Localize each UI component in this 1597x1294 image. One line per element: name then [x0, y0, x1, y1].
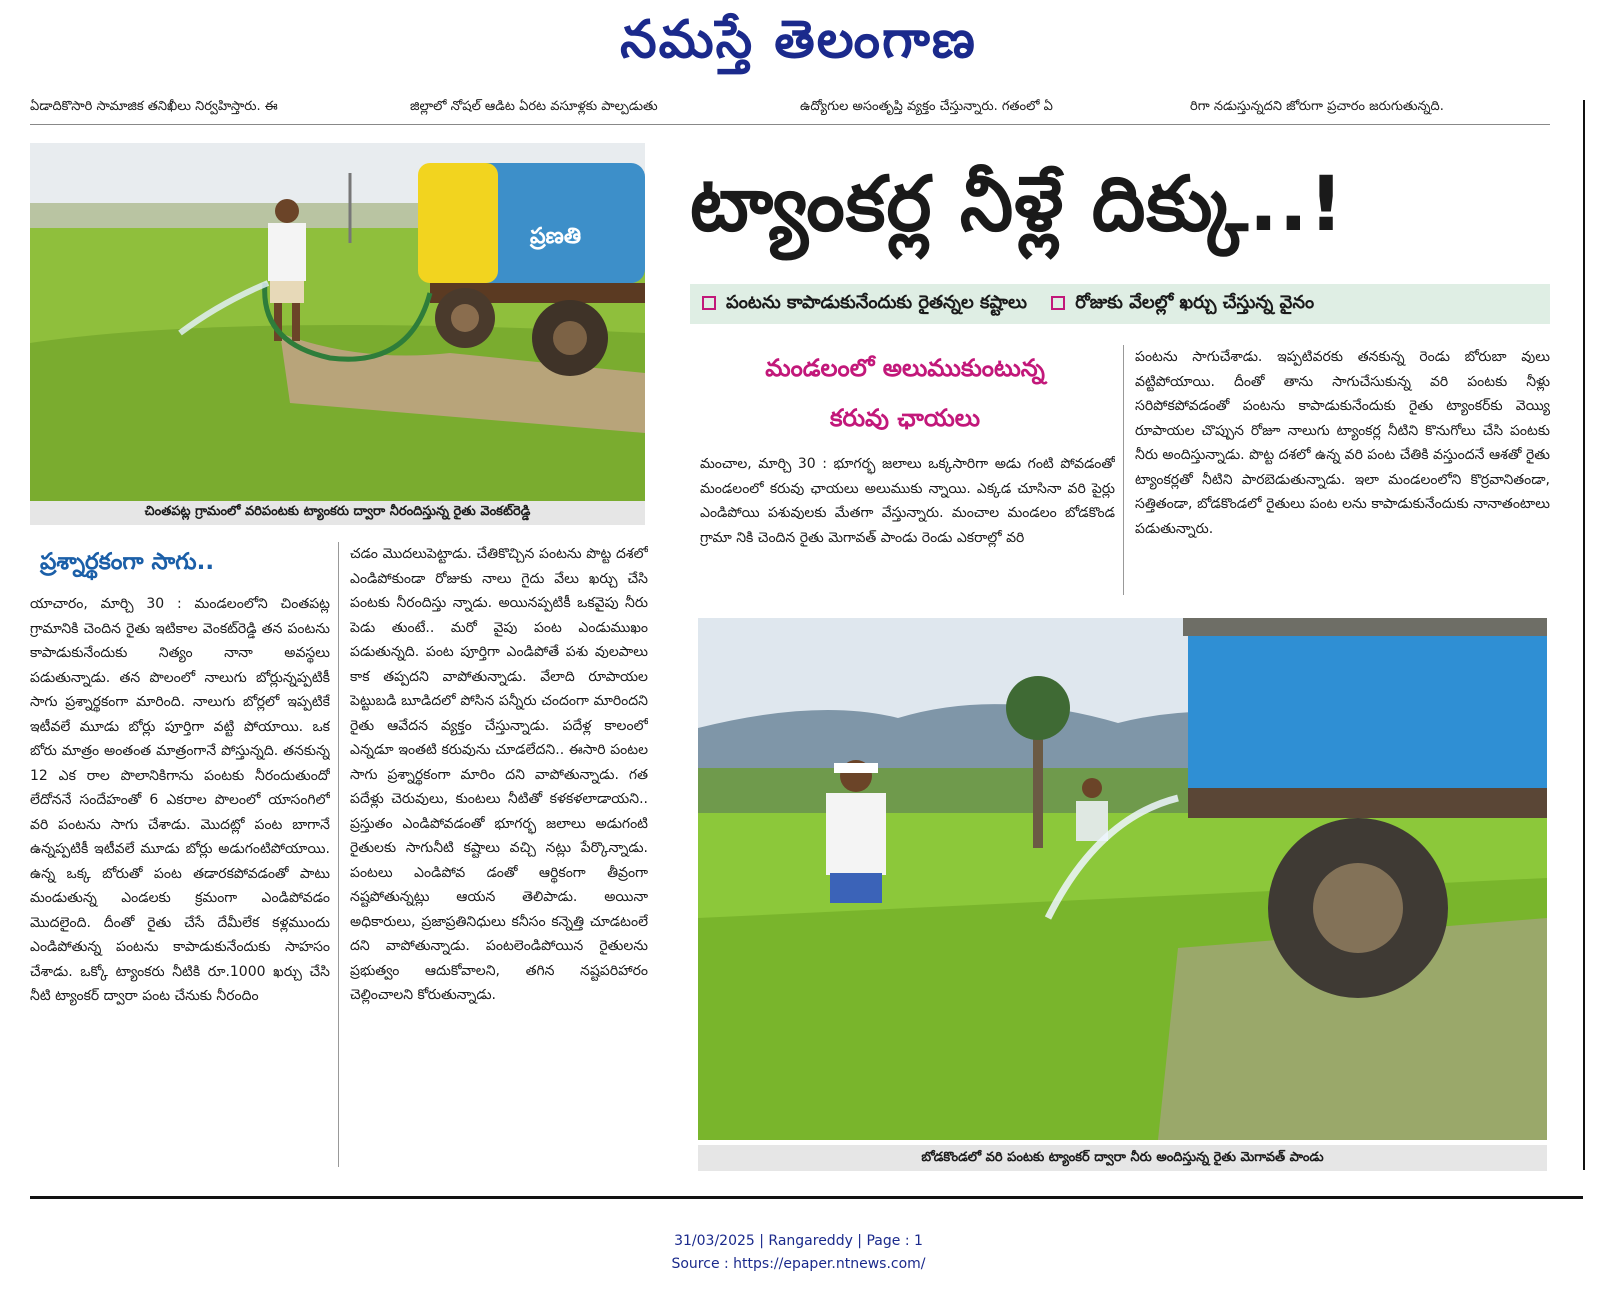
- tanker-lettering: ప్రణతి: [530, 224, 582, 249]
- photo-1-illustration: [30, 143, 645, 501]
- left-story-subhead: ప్రశ్నార్థకంగా సాగు..: [40, 549, 215, 575]
- footer-source-line: Source : https://epaper.ntnews.com/: [671, 1256, 926, 1272]
- left-story-column-2: చడం మొదలుపెట్టాడు. చేతికొచ్చిన పంటను పొట్ట దశలో ఎండిపోకుండా రోజుకు నాలు గైదు వేలు ఖర్చు చేసి పంటకు నీరందిస్తు న్నాడు. అయినప్పటికీ ఒకవైపు నీరు పెడు తుంటే.. మరో వైపు పంట ఎండుముఖం పడుతున్నది. పంట పూర్తిగా ఎండిపోతే పశు వులపాలు కాక తప్పదని వాపోతున్నాడు. వేలాది రూపాయల పెట్టుబడి బూడిదలో పోసిన పన్నీరు చందంగా మారిందని రైతు ఆవేదన వ్యక్తం చేస్తున్నాడు. పదేళ్ల కాలంలో ఎన్నడూ ఇంతటి కరువును చూడలేదని.. ఈసారి పంటల సాగు ప్రశ్నార్థకంగా మారిం దని వాపోతున్నాడు. గత పదేళ్లు చెరువులు, కుంటలు నీటితో కళకళలాడాయని.. ప్రస్తుతం ఎండిపోవడంతో భూగర్భ జలాలు అడుగంటి రైతులకు సాగునీటి కష్టాలు వచ్చి నట్లు పేర్కొన్నాడు. పంటలు ఎండిపోవ డంతో ఆర్థికంగా తీవ్రంగా నష్టపోతున్నట్లు ఆయన తెలిపాడు. అయినా అధికారులు, ప్రజాప్రతినిధులు కనీసం కన్నెత్తి చూడటంలే దని వాపోతున్నాడు. పంటలెండిపోయిన రైతులను ప్రభుత్వం ఆదుకోవాలని, తగిన నష్టపరిహారం చెల్లించాలని కోరుతున్నాడు.: [350, 546, 648, 1003]
- right-story-column-1: మంచాల, మార్చి 30 : భూగర్భ జలాలు ఒక్కసారిగా అడు గంటి పోవడంతో మండలంలో కరువు ఛాయలు అలుముకు న్నాయి. ఎక్కడ చూసినా వరి పైర్లు ఎండిపోయి పశువులకు మేతగా వేస్తున్నారు. మంచాల మండలం బోడకొండ గ్రామా నికి చెందిన రైతు మెగావత్ పాండు రెండు ఎకరాల్లో వరి: [700, 456, 1115, 546]
- deck-item-1: పంటను కాపాడుకునేందుకు రైతన్నల కష్టాలు: [726, 292, 1027, 313]
- strip-text-4: రిగా నడుస్తున్నదని జోరుగా ప్రచారం జరుగుతున్నది.: [1190, 99, 1444, 114]
- page-bottom-rule: [30, 1196, 1583, 1199]
- strip-text-3: ఉద్యోగుల అసంతృప్తి వ్యక్తం చేస్తున్నారు. గతంలో ఏ: [800, 99, 1053, 114]
- photo-2-caption: బోడకొండలో వరి పంటకు ట్యాంకర్ ద్వారా నీరు అందిస్తున్న రైతు మెగావత్ పాండు: [698, 1145, 1547, 1171]
- left-story-column-1: యాచారం, మార్చి 30 : మండలంలోని చింతపట్ల గ్రామానికి చెందిన రైతు ఇటికాల వెంకట్‌రెడ్డి తన పంటను కాపాడుకునేందుకు నిత్యం నానా అవస్థలు పడుతున్నాడు. తన పొలంలో నాలుగు బోర్లున్నప్పటికీ సాగు ప్రశ్నార్థకంగా మారింది. నాలుగు బోర్లలో ఇప్పటికే ఇటీవలే మూడు బోర్లు పూర్తిగా వట్టి పోయాయి. ఒక బోరు మాత్రం అంతంత మాత్రంగానే పోస్తున్నది. తనకున్న 12 ఎక రాల పొలానికిగాను పంటకు నీరందుతుందో లేదోననే సందేహంతో 6 ఎకరాల పొలంలో యాసంగిలో వరి పంటను సాగు చేశాడు. మొదట్లో పంట బాగానే ఉన్నప్పటికీ ఇటీవలే మూడు బోర్లు అడుగంటిపోయాయి. ఉన్న ఒక్క బోరుతో పంట తడారకపోవడంతో పాటు మండుతున్న ఎండలకు క్రమంగా ఎండిపోవడం మొదలైంది. దీంతో రైతు చేసే దేమీలేక కళ్లముందు ఎండిపోతున్న పంటను కాపాడుకునేందుకు సాహసం చేశాడు. ఒక్కో ట్యాంకరు నీటికి రూ.1000 ఖర్చు చేసి నీటి ట్యాంకర్ ద్వారా పంట చేనుకు నీరందిం: [30, 596, 330, 1004]
- deck-bullet-2: [1051, 296, 1065, 310]
- strip-text-1: ఏడాదికొసారి సామాజిక తనిఖీలు నిర్వహిస్తారు. ఈ: [30, 99, 278, 114]
- photo-1-caption: చింతపట్ల గ్రామంలో వరిపంటకు ట్యాంకరు ద్వారా నీరందిస్తున్న రైతు వెంకట్‌రెడ్డి: [30, 501, 645, 525]
- strip-divider: [30, 124, 1550, 125]
- top-strip: [30, 96, 1550, 118]
- right-edge-rule: [1583, 100, 1585, 1170]
- right-story-column-rule: [1123, 345, 1124, 595]
- masthead: నమస్తే తెలంగాణ: [620, 9, 977, 70]
- left-story-column-rule: [338, 542, 339, 1167]
- headline: ట్యాంకర్ల నీళ్లే దిక్కు..!: [690, 159, 1345, 248]
- deck-bullet-1: [702, 296, 716, 310]
- photo-tanker-field-1: [30, 143, 645, 501]
- deck: [690, 284, 1550, 324]
- right-story-subhead-1: మండలంలో అలుముకుంటున్న: [765, 354, 1045, 382]
- right-story-column-2: పంటను సాగుచేశాడు. ఇప్పటివరకు తనకున్న రెండు బోరుబా వులు వట్టిపోయాయి. దీంతో తాను సాగుచేసుకున్న వరి పంటకు నీళ్లు సరిపోకపోవడంతో పంటను కాపాడుకునేందుకు రైతు ట్యాంకర్‌కు వెయ్యి రూపాయల చొప్పున రోజూ నాలుగు ట్యాంకర్ల నీటిని కొనుగోలు చేసి పంటకు నీరు అందిస్తున్నాడు. పొట్ట దశలో ఉన్న వరి పంట చేతికి వస్తుందనే ఆశతో రైతు ట్యాంకర్లతో నీటిని పారబెడుతున్నాడు. ఇలా మండలంలోని కొర్రవానితండా, సత్తితండా, బోడకొండలో రైతులు పంట లను కాపాడుకునేందుకు నానాతంటాలు పడుతున్నారు.: [1135, 349, 1550, 537]
- photo-2-illustration: [698, 618, 1547, 1140]
- footer-edition-line: 31/03/2025 | Rangareddy | Page : 1: [674, 1233, 923, 1249]
- strip-text-2: జిల్లాలో నోషల్ ఆడిట ఏరట వసూళ్లకు పాల్పడుతు: [410, 99, 658, 114]
- right-story-subhead-2: కరువు ఛాయలు: [829, 404, 981, 432]
- photo-tanker-field-2: [698, 618, 1547, 1140]
- deck-item-2: రోజుకు వేలల్లో ఖర్చు చేస్తున్న వైనం: [1075, 292, 1315, 313]
